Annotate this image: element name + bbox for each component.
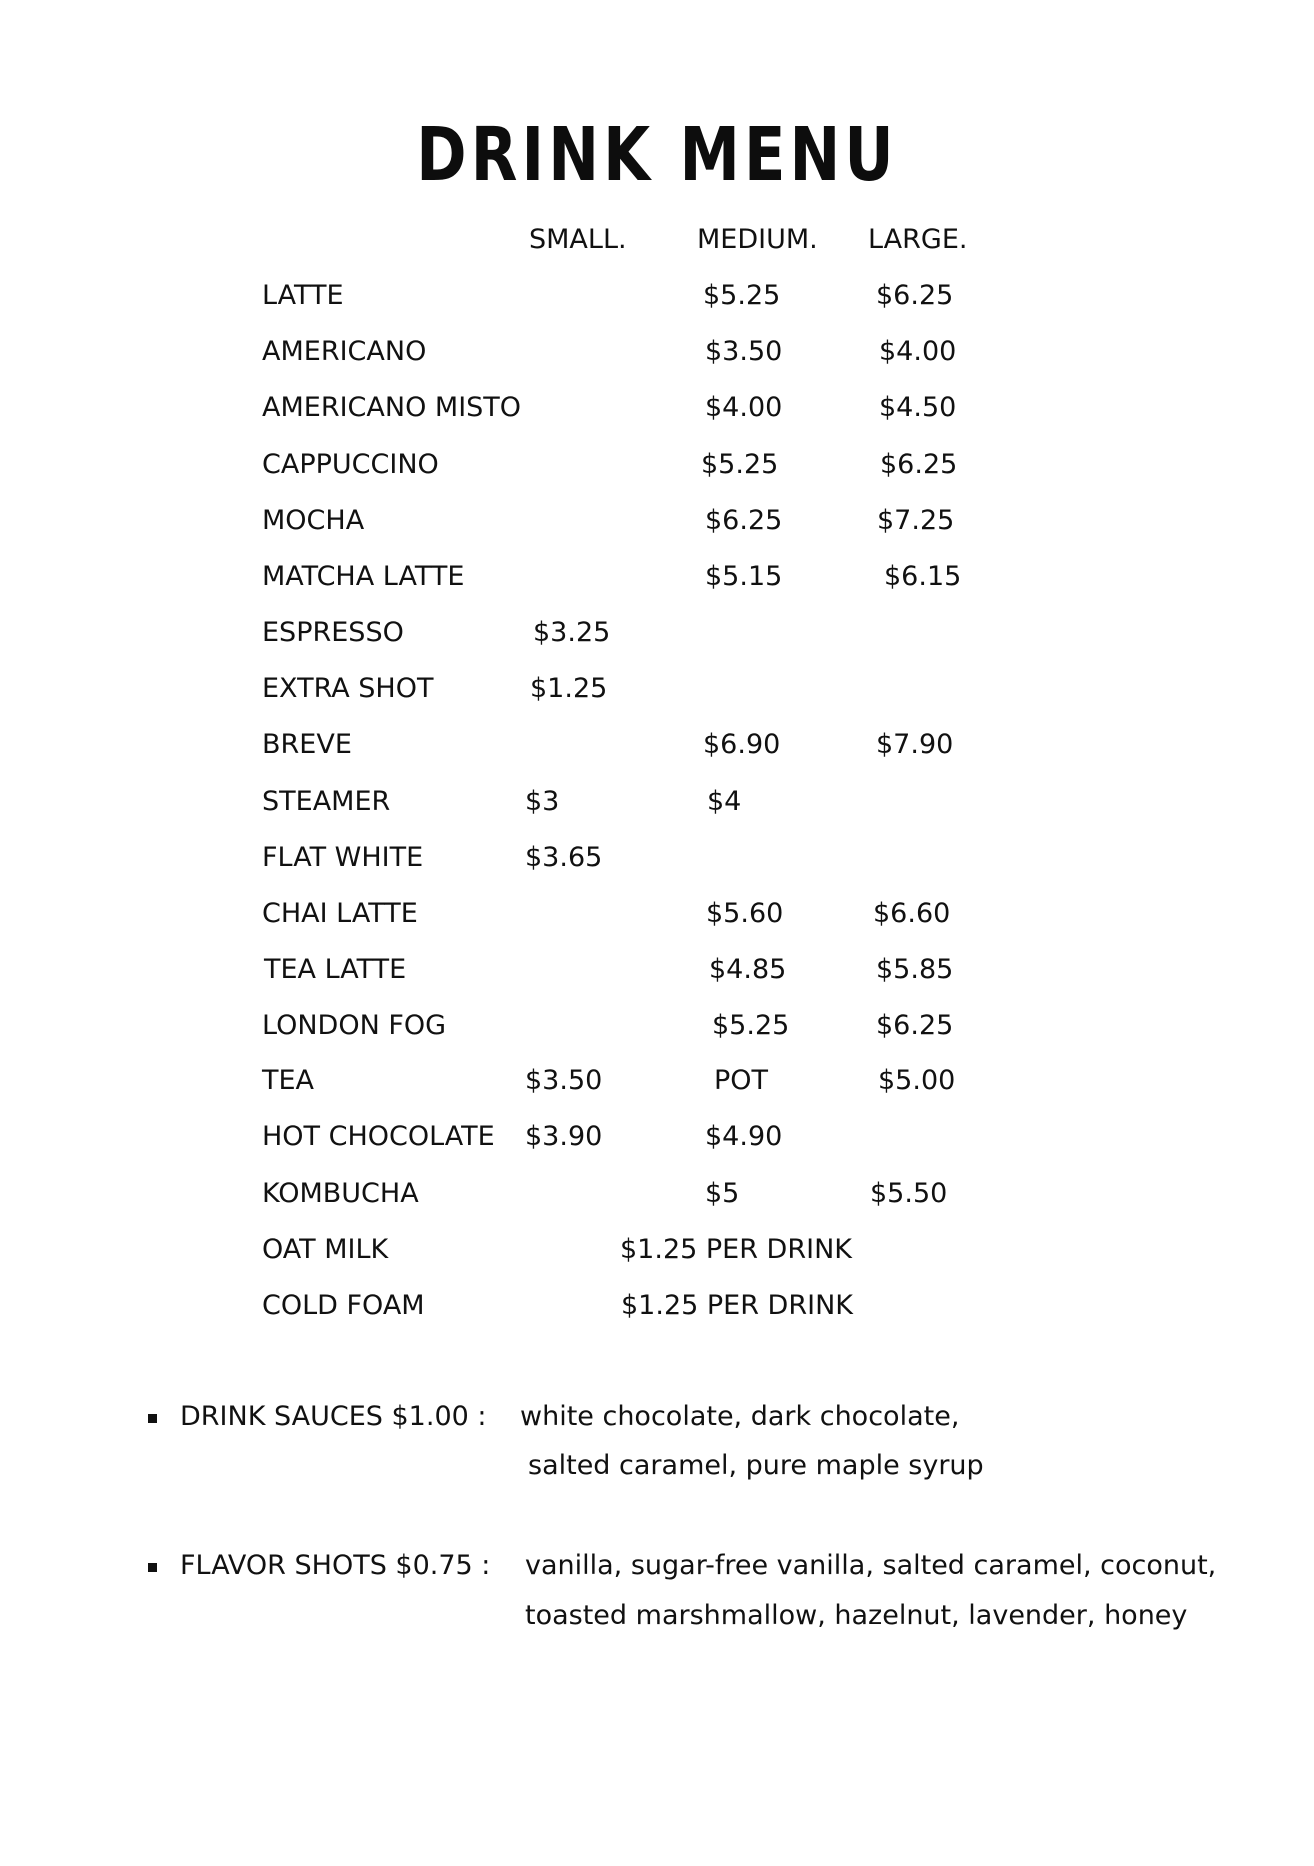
- item-name: MOCHA: [262, 505, 365, 536]
- item-price-small: $3.25: [533, 617, 611, 648]
- item-name: AMERICANO MISTO: [262, 392, 522, 423]
- item-price-small: $3.90: [525, 1121, 603, 1152]
- item-price-medium: $5.25: [703, 280, 781, 311]
- item-name: LATTE: [262, 280, 344, 311]
- item-price-medium: $6.25: [705, 505, 783, 536]
- extra-label: FLAVOR SHOTS $0.75 :: [180, 1550, 491, 1581]
- bullet-icon: [148, 1414, 157, 1423]
- item-price-small: $3: [525, 786, 560, 817]
- item-name: AMERICANO: [262, 336, 427, 367]
- addon-price: $1.25 PER DRINK: [621, 1290, 853, 1321]
- item-price-medium: $4.00: [705, 392, 783, 423]
- item-name: TEA: [262, 1065, 315, 1096]
- addon-name: OAT MILK: [262, 1234, 389, 1265]
- item-name: STEAMER: [262, 786, 391, 817]
- item-price-small: $1.25: [530, 673, 608, 704]
- item-price-large: $5.85: [876, 954, 954, 985]
- extra-options-line: toasted marshmallow, hazelnut, lavender, honey: [525, 1600, 1188, 1631]
- item-name: BREVE: [262, 729, 352, 760]
- item-price-large: $6.25: [880, 449, 958, 480]
- item-name: ESPRESSO: [262, 617, 404, 648]
- item-price-medium: $6.90: [703, 729, 781, 760]
- item-name: CHAI LATTE: [262, 898, 418, 929]
- size-header-large: LARGE.: [868, 224, 968, 255]
- item-name: EXTRA SHOT: [262, 673, 434, 704]
- addon-name: COLD FOAM: [262, 1290, 425, 1321]
- item-price-medium: $3.50: [705, 336, 783, 367]
- item-name: LONDON FOG: [262, 1010, 447, 1041]
- size-header-small: SMALL.: [529, 224, 627, 255]
- extra-options-line: salted caramel, pure maple syrup: [528, 1450, 984, 1481]
- size-header-medium: MEDIUM.: [697, 224, 818, 255]
- item-price-large: $5.00: [878, 1065, 956, 1096]
- item-price-medium: $4: [707, 786, 742, 817]
- item-name: HOT CHOCOLATE: [262, 1121, 495, 1152]
- item-price-large: $4.00: [879, 336, 957, 367]
- item-price-large: $4.50: [879, 392, 957, 423]
- extra-options-line: vanilla, sugar-free vanilla, salted caramel, coconut,: [525, 1550, 1217, 1581]
- item-price-large: $6.60: [873, 898, 951, 929]
- item-price-medium: $5.25: [701, 449, 779, 480]
- item-name: TEA LATTE: [264, 954, 407, 985]
- bullet-icon: [148, 1563, 157, 1572]
- item-price-medium: $5.60: [706, 898, 784, 929]
- extra-options-line: white chocolate, dark chocolate,: [520, 1401, 960, 1432]
- item-price-large: $6.25: [876, 280, 954, 311]
- item-price-large: $6.25: [876, 1010, 954, 1041]
- item-price-large: $7.90: [876, 729, 954, 760]
- addon-price: $1.25 PER DRINK: [620, 1234, 852, 1265]
- item-price-medium: $5: [705, 1178, 740, 1209]
- item-name: FLAT WHITE: [262, 842, 424, 873]
- item-name: CAPPUCCINO: [262, 449, 439, 480]
- item-price-medium: $5.25: [712, 1010, 790, 1041]
- page-title: DRINK MENU: [416, 112, 898, 198]
- item-name: KOMBUCHA: [262, 1178, 419, 1209]
- item-price-large: $7.25: [877, 505, 955, 536]
- item-price-small: $3.65: [525, 842, 603, 873]
- extra-label: DRINK SAUCES $1.00 :: [180, 1401, 487, 1432]
- item-price-large: $5.50: [870, 1178, 948, 1209]
- item-price-large: $6.15: [884, 561, 962, 592]
- item-price-medium: $4.90: [705, 1121, 783, 1152]
- item-price-medium: POT: [714, 1065, 769, 1096]
- item-price-small: $3.50: [525, 1065, 603, 1096]
- item-name: MATCHA LATTE: [262, 561, 465, 592]
- item-price-medium: $5.15: [705, 561, 783, 592]
- item-price-medium: $4.85: [709, 954, 787, 985]
